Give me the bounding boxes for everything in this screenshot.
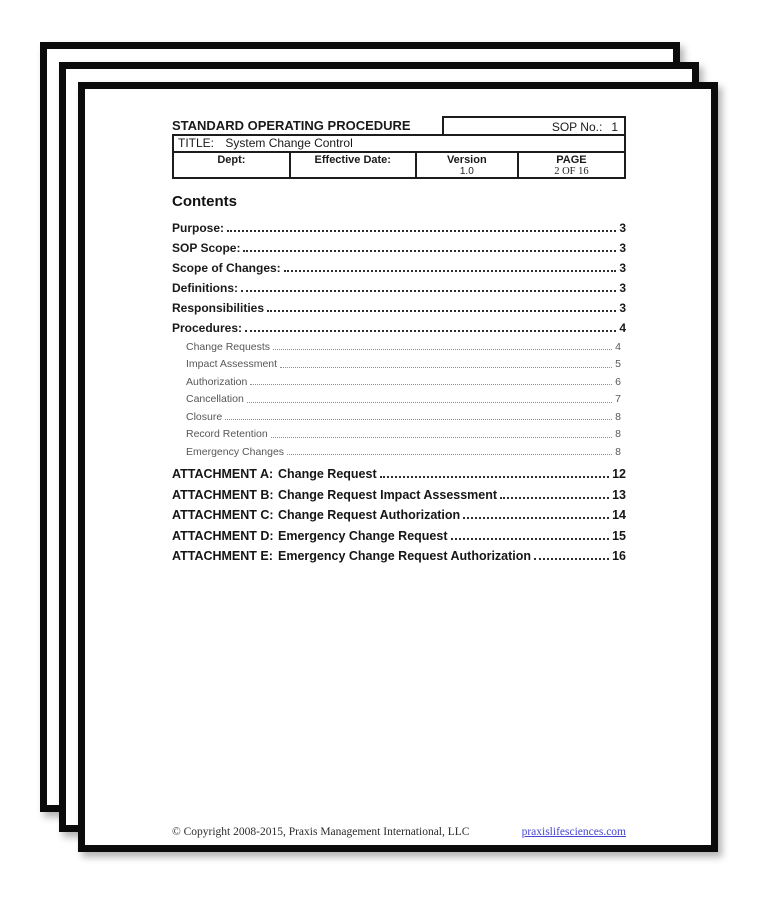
toc-entry-page: 3 [619, 281, 626, 295]
contents-heading: Contents [172, 193, 237, 210]
toc-entry-page: 7 [615, 393, 621, 405]
page-number-value: 2 OF 16 [554, 166, 589, 177]
attachment-entry-page: 14 [612, 508, 626, 522]
toc-entry-page: 8 [615, 410, 621, 423]
toc-entry-label: Procedures: [172, 321, 243, 335]
toc-entry [172, 370, 626, 388]
attachment-entry-label: ATTACHMENT B: [172, 487, 274, 502]
toc-entry [172, 440, 626, 458]
dot-leader [271, 437, 612, 438]
sop-number-cell [442, 116, 626, 134]
page-content [85, 89, 711, 845]
toc-entry-page: 3 [619, 241, 626, 255]
version-value: 1.0 [459, 166, 474, 177]
toc-entry-label: Definitions: [172, 281, 238, 295]
attachment-entry-page: 12 [612, 467, 626, 481]
toc-entry-label: Impact Assessment [186, 358, 278, 370]
toc-entry-label: Closure [186, 410, 223, 423]
dot-leader [280, 367, 612, 368]
attachment-entry-page: 16 [612, 549, 626, 563]
toc-entry-page: 8 [615, 445, 621, 458]
dot-leader [267, 310, 616, 312]
title-value: System Change Control [225, 136, 353, 150]
page-footer [172, 826, 626, 838]
toc-entry [172, 405, 626, 423]
attachment-list [172, 461, 626, 564]
attachment-entry-title: Emergency Change Request [278, 528, 448, 543]
page-number-label: PAGE [556, 154, 587, 166]
dot-leader [451, 538, 610, 540]
attachment-entry-label: ATTACHMENT E: [172, 549, 273, 563]
attachment-entry-title: Change Request [278, 467, 377, 481]
dot-leader [463, 517, 609, 519]
attachment-entry-title: Change Request Impact Assessment [278, 487, 498, 502]
header-row-1 [172, 116, 626, 134]
toc-entry-label: Responsibilities [172, 301, 265, 315]
header-row-3 [172, 151, 626, 179]
version-label: Version [446, 154, 487, 166]
dept-label: Dept: [217, 154, 246, 166]
toc-entry-page: 8 [615, 428, 621, 440]
header-table [172, 116, 626, 179]
dot-leader [245, 330, 616, 332]
attachment-entry [172, 522, 626, 543]
dot-leader [380, 476, 609, 478]
sop-number-label: SOP No.: [551, 120, 603, 134]
toc-entry-page: 3 [619, 301, 626, 315]
toc-entry-page: 6 [615, 375, 621, 388]
toc-entry [172, 388, 626, 406]
dot-leader [500, 497, 609, 499]
website-link[interactable]: praxislifesciences.com [521, 826, 626, 838]
toc-entry-page: 3 [619, 221, 626, 235]
toc-entry [172, 235, 626, 255]
dot-leader [534, 558, 609, 560]
dot-leader [250, 384, 612, 385]
attachment-entry-label: ATTACHMENT A: [172, 467, 274, 481]
dot-leader [273, 349, 612, 350]
toc-entry-label: Emergency Changes [186, 445, 285, 458]
attachment-entry [172, 502, 626, 523]
attachment-entry-label: ATTACHMENT C: [172, 508, 274, 522]
attachment-entry [172, 461, 626, 482]
sop-number-value: 1 [611, 120, 618, 134]
dept-cell [174, 153, 289, 177]
effective-date-label: Effective Date: [314, 154, 391, 166]
toc-entry [172, 353, 626, 371]
effective-date-value [291, 166, 415, 178]
toc-entry-label: Scope of Changes: [172, 261, 281, 275]
toc-entry-label: Record Retention [186, 428, 268, 440]
dot-leader [284, 270, 617, 272]
toc-entry [172, 255, 626, 275]
dot-leader [241, 290, 616, 292]
attachment-entry-title: Emergency Change Request Authorization [278, 549, 532, 563]
dot-leader [247, 402, 612, 403]
toc-entry-label: Authorization [186, 375, 248, 388]
dot-leader [243, 250, 616, 252]
attachment-entry [172, 543, 626, 564]
attachment-entry [172, 481, 626, 502]
toc-entry [172, 295, 626, 315]
page-number-cell [517, 153, 624, 177]
toc-entry [172, 215, 626, 235]
attachment-entry-label: ATTACHMENT D: [172, 528, 274, 543]
page-front [78, 82, 718, 852]
dot-leader [225, 419, 612, 420]
title-label: TITLE: [178, 136, 215, 150]
dept-value [174, 166, 289, 178]
toc-entry [172, 275, 626, 295]
toc-entry [172, 335, 626, 353]
toc-entry-page: 4 [619, 321, 626, 335]
toc-entry-label: SOP Scope: [172, 241, 241, 255]
toc-entry-label: Cancellation [186, 393, 244, 405]
dot-leader [287, 454, 612, 455]
toc-entry-label: Change Requests [186, 340, 271, 353]
doc-type-title: STANDARD OPERATING PROCEDURE [172, 118, 411, 133]
attachment-entry-page: 15 [612, 528, 626, 543]
toc-list [172, 215, 626, 458]
toc-entry-label: Purpose: [172, 221, 225, 235]
effective-date-cell [289, 153, 415, 177]
version-cell [415, 153, 517, 177]
toc-entry [172, 315, 626, 335]
toc-entry-page: 3 [619, 261, 626, 275]
dot-leader [227, 230, 616, 232]
toc-entry-page: 5 [615, 358, 621, 370]
toc-entry-page: 4 [615, 340, 621, 353]
toc-entry [172, 423, 626, 441]
attachment-entry-title: Change Request Authorization [278, 508, 461, 522]
copyright-text: © Copyright 2008-2015, Praxis Management International, LLC [172, 826, 470, 838]
attachment-entry-page: 13 [612, 487, 626, 502]
